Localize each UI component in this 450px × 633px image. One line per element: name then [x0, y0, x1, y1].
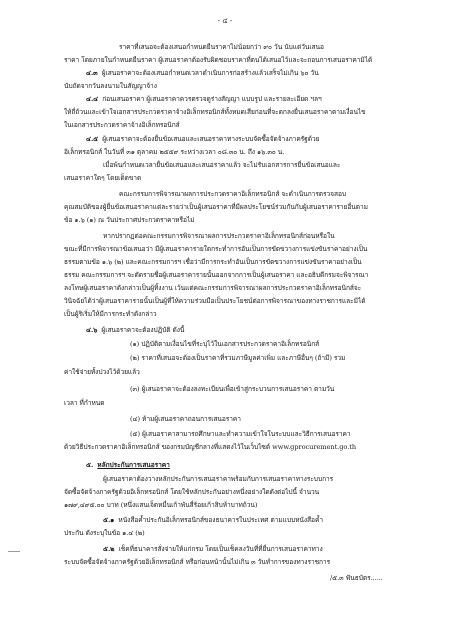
text-line: วินิจฉัยได้ว่าผู้เสนอราคารายนั้นเป็นผู้ที่ให้ความร่วมมือเป็นประโยชน์ต่อการพิจารณาของทางราชการและมิได้: [64, 297, 366, 305]
text-line: ๔.๕ ผู้เสนอราคาจะต้องยื่นข้อเสนอและเสนอราคาทางระบบจัดซื้อจัดจ้างภาครัฐด้วย: [86, 135, 320, 143]
text-line: (๓) ผู้เสนอราคาจะต้องลงทะเบียนเพื่อเข้าสู่กระบวนการเสนอราคา ตามวัน: [130, 385, 335, 393]
text-line: เป็นผู้ริเริ่มให้มีการกระทำดังกล่าว: [64, 310, 157, 318]
text-line: ธรรมตามข้อ ๑.๖ (๒) และคณะกรรมการฯ เชื่อว่ามีการกระทำอันเป็นการขัดขวางการแข่งขันราคาอย่างเป็น: [64, 258, 362, 266]
text-line: ขณะที่มีการพิจารณาข้อเสนอว่า มีผู้เสนอราคารายใดกระทำการอันเป็นการขัดขวางการแข่งขันราคาอย่างเป็น: [64, 245, 368, 253]
text-line: ๕.๑ หนังสือค้ำประกันอิเล็กทรอนิกส์ของธนาคารในประเทศ ตามแบบหนังสือค้ำ: [103, 516, 324, 524]
text-line: ๑๗๙,๔๙๕.๐๐ บาท (หนึ่งแสนเจ็ดหมื่นเก้าพันสี่ร้อยเก้าสิบห้าบาทถ้วน): [64, 501, 258, 509]
text-line: ๔.๓ ผู้เสนอราคาจะต้องเสนอกำหนดเวลาดำเนินการก่อสร้างแล้วเสร็จไม่เกิน ๖๐ วัน: [86, 69, 319, 77]
text-line: อิเล็กทรอนิกส์ ในวันที่ ๓๑ ตุลาคม ๒๕๕๙ ระหว่างเวลา ๐๘.๓๐ น. ถึง ๑๖.๓๐ น.: [64, 148, 285, 156]
text-line: เวลา ที่กำหนด: [64, 399, 105, 407]
page-number: - ๔ -: [217, 17, 233, 25]
text-line: ให้ถี่ถ้วนและเข้าใจเอกสารประกวดราคาจ้างอิเล็กทรอนิกส์ทั้งหมดเสียก่อนที่จะตกลงยื่นเสนอราคาตามเงื่อนไข: [64, 108, 366, 116]
text-line: ด้วยวิธีประกวดราคาอิเล็กทรอนิกส์ ของกรมบัญชีกลางที่แสดงไว้ในเว็บไซต์ www.gprocurement.go.th: [64, 443, 357, 451]
text-line: คณะกรรมการพิจารณาผลการประกวดราคาอิเล็กทรอนิกส์ จะดำเนินการตรวจสอบ: [119, 190, 347, 198]
text-line: ราคา โดยภายในกำหนดยืนราคา ผู้เสนอราคาต้องรับผิดชอบราคาที่ตนได้เสนอไว้และจะถอนการเสนอราคามิได้: [64, 56, 373, 64]
text-line: ราคาที่เสนอจะต้องเสนอกำหนดยืนราคาไม่น้อยกว่า ๙๐ วัน นับแต่วันเสนอ: [119, 43, 324, 51]
text-line: ธรรม คณะกรรมการฯ จะตัดรายชื่อผู้เสนอราคารายนั้นออกจากการเป็นผู้เสนอราคา และอธิบดีกรมจะพิจารณา: [64, 271, 369, 279]
text-line: ๔.๖ ผู้เสนอราคาจะต้องปฏิบัติ ดังนี้: [86, 326, 185, 334]
text-line: คุณสมบัติของผู้ยื่นข้อเสนอราคาแต่ละรายว่าเป็นผู้เสนอราคาที่มีผลประโยชน์ร่วมกันกับผู้เสนอราคารายอื่นตาม: [64, 203, 368, 211]
text-line: ค่าใช้จ่ายทั้งปวงไว้ด้วยแล้ว: [64, 368, 140, 376]
text-line: จัดซื้อจัดจ้างภาครัฐด้วยอิเล็กทรอนิกส์ โดยใช้หลักประกันอย่างหนึ่งอย่างใดดังต่อไปนี้ จำนวน: [64, 488, 320, 496]
text-line: ๕.๒ เช็คที่ธนาคารสั่งจ่ายให้แก่กรม โดยเป็นเช็คลงวันที่ที่ยื่นการเสนอราคาทาง: [103, 545, 323, 553]
section-heading: ๕. หลักประกันการเสนอราคา: [86, 461, 170, 469]
scan-margin-mark: [8, 545, 20, 552]
text-line: (๕) ผู้เสนอราคาสามารถศึกษาและทำความเข้าใจในระบบและวิธีการเสนอราคา: [130, 430, 351, 438]
text-line: นับถัดจากวันลงนามในสัญญาจ้าง: [64, 82, 157, 90]
text-line: เสนอราคาใดๆ โดยเด็ดขาด: [64, 174, 142, 182]
text-line: ในเอกสารประกวดราคาจ้างอิเล็กทรอนิกส์: [64, 121, 180, 129]
continuation-marker: /๕.๓ ฟันธบัตร......: [330, 574, 383, 582]
text-line: ระบบจัดซื้อจัดจ้างภาครัฐด้วยอิเล็กทรอนิกส์ หรือก่อนหน้านั้นไม่เกิน ๓ วันทำการของทางราชการ: [64, 558, 331, 566]
text-line: ๔.๔ ก่อนเสนอราคา ผู้เสนอราคาควรตรวจดูร่างสัญญา แบบรูป และรายละเอียด ฯลฯ: [86, 95, 322, 103]
text-line: ลงโทษผู้เสนอราคาดังกล่าวเป็นผู้ทิ้งงาน เว้นแต่คณะกรรมการพิจารณาผลการประกวดราคาอิเล็กทรอนิกส์จะ: [64, 284, 362, 292]
text-line: (๒) ราคาที่เสนอจะต้องเป็นราคาที่รวมภาษีมูลค่าเพิ่ม และภาษีอื่นๆ (ถ้ามี) รวม: [130, 354, 346, 362]
text-line: หากปรากฏต่อคณะกรรมการพิจารณาผลการประกวดราคาอิเล็กทรอนิกส์ก่อนหรือใน: [103, 232, 335, 240]
text-line: ผู้เสนอราคาต้องวางหลักประกันการเสนอราคาพร้อมกับการเสนอราคาทางระบบการ: [103, 475, 334, 483]
text-line: เมื่อพ้นกำหนดเวลายื่นข้อเสนอและเสนอราคาแล้ว จะไม่รับเอกสารการยื่นข้อเสนอและ: [103, 161, 341, 169]
text-line: ประกัน ดังระบุในข้อ ๑.๔ (๒): [64, 529, 145, 537]
text-line: ข้อ ๑.๖ (๑) ณ วันประกาศประกวดราคาหรือไม่: [64, 216, 195, 224]
text-line: (๔) ห้ามผู้เสนอราคาถอนการเสนอราคา: [130, 415, 241, 423]
text-line: (๑) ปฏิบัติตามเงื่อนไขที่ระบุไว้ในเอกสารประกวดราคาอิเล็กทรอนิกส์: [130, 340, 320, 348]
